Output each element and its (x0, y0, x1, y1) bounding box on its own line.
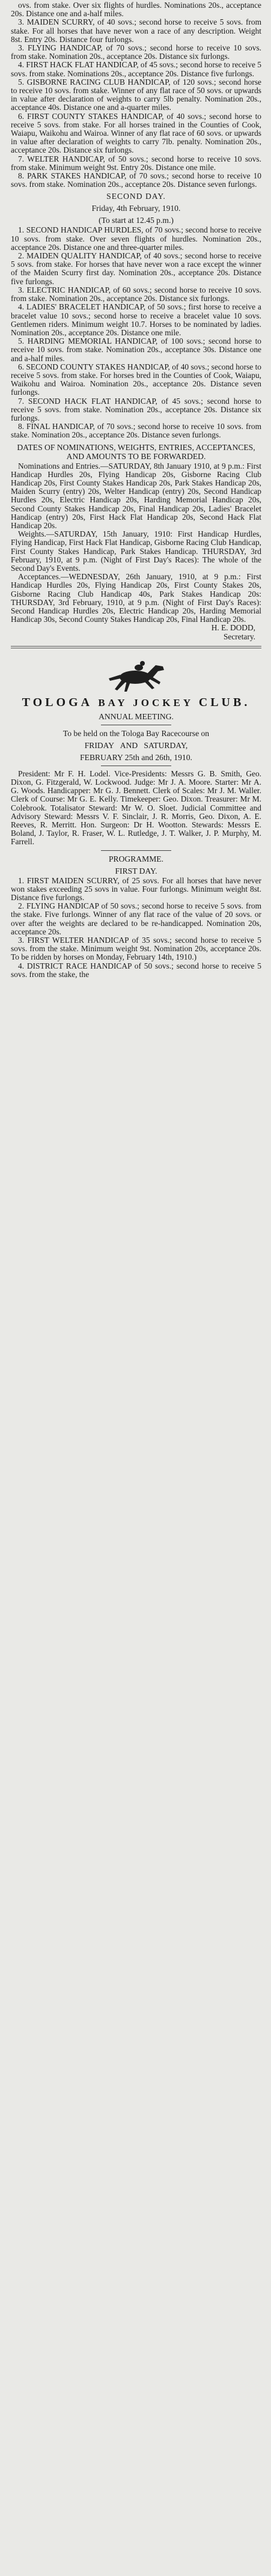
second-day-date: Friday, 4th February, 1910. (91, 204, 181, 213)
dates-section (11, 443, 261, 641)
race-paragraph: 7. SECOND HACK FLAT HANDICAP, of 45 sovs.; second horse to receive 5 sovs. from stake. Nomination 20s., acceptance 20s. Distance six furlongs. (11, 396, 261, 422)
race-paragraph: 1. SECOND HANDICAP HURDLES, of 70 sovs.; second horse to receive 10 sovs. from stake. Over seven flights of hurdles. Nomination 20s., acceptance 20s. Distance one and three-quarter miles. (11, 225, 261, 252)
first-day-heading: FIRST DAY. (115, 866, 157, 875)
race-paragraph: 8. FINAL HANDICAP, of 70 sovs.; second horse to receive 10 sovs. from stake. Nomination 20s., acceptance 20s. Distance seven furlongs. (11, 422, 261, 440)
race-paragraph: 4. DISTRICT RACE HANDICAP of 50 sovs.; second horse to receive 5 sovs. from the stake, the (11, 961, 261, 979)
banner-word: BAY (98, 696, 128, 708)
first-day-races (11, 1, 261, 189)
dates-paragraph: Acceptances.—WEDNESDAY, 26th January, 1910, at 9 p.m.: First Handicap Hurdles 20s, Flying Handicap 20s, First County Stakes 20s, Gisborne Racing Club Handicap 40s, Park Stakes Handicap 20s: THURSDAY, 3rd February, 1910, at 9 p.m. (Night of First Day's Races): Second Handicap Hurdles 20s, Electric Handicap 20s, Harding Memorial Handicap 30s, Second County Stakes Handicap 20s, Final Handicap 20s. (11, 572, 261, 624)
annual-meeting-heading: ANNUAL MEETING. (99, 711, 174, 721)
held-on-line: To be held on the Tologa Bay Racecourse on (62, 728, 210, 738)
race-paragraph: 4. LADIES' BRACELET HANDICAP, of 50 sovs.; first horse to receive a bracelet value 10 sovs.; second horse to receive a bracelet value 10 sovs. Gentlemen riders. Minimum weight 10.7. Horses to be nominated by ladies. Nomination 20s., acceptance 20s. Distance one mile. (11, 302, 261, 337)
race-paragraph: 2. MAIDEN QUALITY HANDICAP, of 40 sovs.; second horse to receive 5 sovs. from stake. For horses that have never won a race except the winner of the Maiden Scurry first day. Nomination 20s., acceptance 20s. Distance five furlongs. (11, 251, 261, 286)
jockey-horse-icon (100, 653, 172, 695)
race-paragraph: 5. GISBORNE RACING CLUB HANDICAP, of 120 sovs.; second horse to receive 10 sovs. from stake. Winner of any flat race of 50 sovs. or upwards in value after declaration of weights to carry 5lb penalty. Nomination 20s., acceptance 40s. Distance one and a-quarter miles. (11, 77, 261, 112)
programme-heading: PROGRAMME. (108, 854, 164, 863)
advert-divider (11, 646, 261, 648)
secretary-name: H. E. DODD, (211, 623, 255, 633)
saturday-label: SATURDAY, (144, 740, 188, 750)
dates-paragraph: Weights.—SATURDAY, 15th January, 1910: First Handicap Hurdles, Flying Handicap, First Hack Flat Handicap, Gisborne Racing Club Handicap, First County Stakes Handicap, Park Stakes Handicap. THURSDAY, 3rd February, 1910, at 9 p.m. (Night of First Day's Races): The whole of the Second Day's Events. (11, 529, 261, 573)
officials-paragraph: President: Mr F. H. Lodel. Vice-Presidents: Messrs G. B. Smith, Geo. Dixon, G. Fitzgerald, W. Lockwood. Judge: Mr J. A. Moore. Starter: Mr A. G. Woods. Handicapper: Mr G. J. Bennett. Clerk of Scales: Mr J. M. Waller. Clerk of Course: Mr G. E. Kelly. Timekeeper: Geo. Dixon. Treasurer: Mr M. Colebrook. Totalisator Steward: Mr W. O. Sloet. Judicial Committee and Advisory Steward: Messrs V. F. Sinclair, J. R. Morris, Geo. Dixon, A. E. Reeves, R. Merritt. Hon. Surgeon: Dr H. Wootton. Stewards: Messrs E. Boland, J. Taylor, R. Fraser, W. L. Rutledge, J. T. Walker, J. P. Murphy, M. Farrell. (11, 769, 261, 847)
race-paragraph: 3. FIRST WELTER HANDICAP of 35 sovs.; second horse to receive 5 sovs. from the stake. Minimum weight 9st. Nomination 20s, acceptance 20s. To be ridden by horses on Monday, February 14th, 1910.) (11, 936, 261, 962)
race-paragraph: 6. FIRST COUNTY STAKES HANDICAP, of 40 sovs.; second horse to receive 5 sovs. from stake. For all horses trained in the Counties of Cook, Waiapu, Waikohu and Wairoa. Winner of any flat race of 60 sovs. or upwards in value after declaration of weights to carry 7lb. penalty. Nomination 20s., acceptance 20s. Distance six furlongs. (11, 111, 261, 155)
race-paragraph: 5. HARDING MEMORIAL HANDICAP, of 100 sovs.; second horse to receive 10 sovs. from stake. Nomination 20s., acceptance 30s. Distance one and a-half miles. (11, 336, 261, 363)
dates-heading: DATES OF NOMINATIONS, WEIGHTS, ENTRIES, ACCEPTANCES, AND AMOUNTS TO BE FORWARDED. (17, 442, 255, 461)
secretary-title: Secretary. (223, 632, 255, 641)
race-paragraph: 1. FIRST MAIDEN SCURRY, of 25 sovs. For all horses that have never won stakes exceeding 25 sovs in value. Four furlongs. Minimum weight 8st. Distance five furlongs. (11, 875, 261, 903)
race-paragraph: 3. MAIDEN SCURRY, of 40 sovs.; second horse to receive 5 sovs. from stake. For all horses that have never won a race of any description. Weight 8st. Entry 20s. Distance four furlongs. (11, 17, 261, 44)
race-paragraph: 3. ELECTRIC HANDICAP, of 60 sovs.; second horse to receive 10 sovs. from stake. Nomination 20s., acceptance 20s. Distance six furlongs. (11, 285, 261, 303)
second-day-start-time: (To start at 12.45 p.m.) (99, 216, 174, 225)
second-day-heading: SECOND DAY. (106, 192, 166, 201)
race-paragraph: 7. WELTER HANDICAP, of 50 sovs.; second horse to receive 10 sovs. from stake. Minimum weight 9st. Entry 20s. Distance one mile. (11, 154, 261, 172)
race-paragraph: ovs. from stake. Over six flights of hurdles. Nominations 20s., acceptance 20s. Distance one and a-half miles. (11, 1, 261, 19)
short-rule (101, 850, 171, 851)
tologa-advert (11, 653, 261, 979)
club-banner (11, 696, 261, 709)
banner-word: JOCKEY (133, 696, 193, 708)
and-label: AND (120, 740, 138, 750)
race-paragraph: 2. FLYING HANDICAP of 50 sovs.; second horse to receive 5 sovs. from the stake. Five furlongs. Winner of any flat race of the value of 20 sovs. or over after the weights are declared to be re-handicapped. Nomination 20s, acceptance 20s. (11, 901, 261, 936)
friday-label: FRIDAY (84, 740, 114, 750)
second-day-section (11, 192, 261, 439)
meeting-days (11, 741, 261, 750)
dates-paragraph: Nominations and Entries.—SATURDAY, 8th January 1910, at 9 p.m.: First Handicap Hurdles 20s, Flying Handicap 20s, Gisborne Racing Club Handicap 20s, First County Stakes Handicap 20s, Park Stakes Handicap 20s, Maiden Scurry (entry) 20s, Welter Handicap (entry) 20s, Second Handicap Hurdles 20s, Electric Handicap 20s, Harding Memorial Handicap 20s, Second County Stakes Handicap 20s, Final Handicap 20s, Ladies' Bracelet Handicap (entry) 20s, First Hack Flat Handicap 20s, Second Hack Flat Handicap 20s. (11, 461, 261, 530)
race-paragraph: 8. PARK STAKES HANDICAP, of 70 sovs.; second horse to receive 10 sovs. from stake. Nomination 20s., acceptance 20s. Distance seven furlongs. (11, 171, 261, 189)
banner-word: TOLOGA (22, 695, 93, 709)
race-paragraph: 4. FIRST HACK FLAT HANDICAP, of 45 sovs.; second horse to receive 5 sovs. from stake. Nominations 20s., acceptance 20s. Distance five furlongs. (11, 60, 261, 78)
race-paragraph: 3. FLYING HANDICAP, of 70 sovs.; second horse to receive 10 sovs. from stake. Nomination 20s., acceptance 20s. Distance six furlongs. (11, 43, 261, 61)
race-paragraph: 6. SECOND COUNTY STAKES HANDICAP, of 40 sovs.; second horse to receive 5 sovs. from stake. For horses bred in the Counties of Cook, Waiapu, Waikohu and Wairoa. Nomination 20s., acceptance 20s. Distance seven furlongs. (11, 362, 261, 397)
meeting-dates: FEBRUARY 25th and 26th, 1910. (80, 752, 192, 762)
banner-word: CLUB. (198, 695, 251, 709)
